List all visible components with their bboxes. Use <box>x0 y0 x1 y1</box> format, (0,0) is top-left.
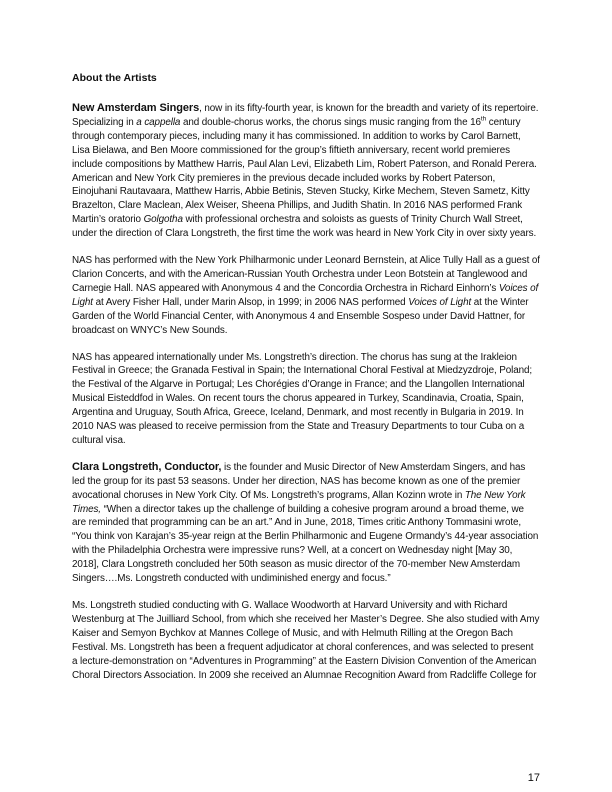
page-content <box>72 71 540 695</box>
section-heading: About the Artists <box>72 72 157 84</box>
superscript-text: th <box>480 115 487 123</box>
italic-text: Golgotha <box>143 214 183 226</box>
paragraph <box>72 351 540 448</box>
body-text: at the Winter Garden of the World Financial Center, with Anonymous 4 and Ensemble Sospeso under David Hattner, for broadcast on WNYC’s New Sounds. <box>72 296 529 336</box>
paragraphs <box>72 102 540 682</box>
body-text: and double-chorus works, the chorus sings music ranging from the 16 <box>180 116 481 128</box>
body-text: with professional orchestra and soloists as guests of Trinity Church Wall Street, under the direction of Clara Longstreth, the first time the work was heard in New York City in over sixty years. <box>72 214 537 240</box>
paragraph-lead: New Amsterdam Singers <box>72 102 200 114</box>
italic-text: Voices of Light <box>408 296 472 308</box>
paragraph <box>72 254 540 337</box>
page-number: 17 <box>527 772 540 784</box>
italic-text: The New York Times, <box>72 489 526 515</box>
paragraph <box>72 102 540 241</box>
italic-text: a cappella <box>136 116 181 128</box>
body-text: NAS has appeared internationally under Ms. Longstreth’s direction. The chorus has sung at the Irakleion Festival in Greece; the Granada Festival in Spain; the International Choral Festival at Miedzyzdroje, Poland; the Festival of the Algarve in Portugal; Les Chorégies d’Orange in France; and the Llangollen International Musical Eisteddfod in Wales. On recent tours the chorus appeared in Turkey, Scandinavia, Croatia, Spain, Argentina and Uruguay, South Africa, Greece, Iceland, Denmark, and most recently in Bulgaria in 2019. In 2010 NAS was pleased to receive permission from the State and Treasury Departments to tour Cuba on a cultural visa. <box>72 351 533 446</box>
paragraph <box>72 599 540 682</box>
body-text: , now in its fifty-fourth year, is known for the breadth and variety of its repertoire. Specializing in <box>72 103 539 128</box>
paragraph <box>72 461 540 586</box>
body-text: Ms. Longstreth studied conducting with G. Wallace Woodworth at Harvard University and with Richard Westenburg at The Juilliard School, from which she received her Master’s Degree. She also studied with Amy Kaiser and Semyon Bychkov at Mannes College of Music, and with Helmuth Rilling at the Oregon Bach Festival. Ms. Longstreth has been a frequent adjudicator at choral conferences, and was selected to present a lecture-demonstration on “Adventures in Programming” at the Eastern Division Convention of the American Choral Directors Association. In 2009 she received an Alumnae Recognition Award from Radcliffe College for <box>72 600 540 681</box>
body-text: NAS has performed with the New York Philharmonic under Leonard Bernstein, at Alice Tully Hall as a guest of Clarion Concerts, and with the American-Russian Youth Orchestra under Leon Botstein at Tanglewood and Carnegie Hall. NAS appeared with Anonymous 4 and the Concordia Orchestra in Richard Einhorn’s <box>72 255 540 294</box>
body-text: is the founder and Music Director of New Amsterdam Singers, and has led the group for its past 53 seasons. Under her direction, NAS has become known as one of the premier avocational choruses in New York City. Of Ms. Longstreth’s programs, Allan Kozinn wrote in <box>72 461 526 501</box>
paragraph-lead: Clara Longstreth, Conductor, <box>72 460 222 473</box>
body-text: at Avery Fisher Hall, under Marin Alsop, in 1999; in 2006 NAS performed <box>92 296 409 308</box>
body-text: “When a director takes up the challenge of building a cohesive program around a broad theme, we are reminded that programming can be an art.” And in June, 2018, Times critic Anthony Tommasini wrote, “You think von Karajan’s 35-year reign at the Berlin Philharmonic and Eugene Ormandy’s 44-year association with the Philadelphia Orchestra were impressive runs? Well, at a concert on Wednesday night [May 30, 2018], Clara Longstreth concluded her 50th season as music director of the 70-member New Amsterdam Singers….Ms. Longstreth conducted with undiminished energy and focus.” <box>72 503 539 585</box>
italic-text: Voices of Light <box>72 282 539 308</box>
body-text: century through contemporary pieces, including many it has commissioned. In addition to works by Carol Barnett, Lisa Bielawa, and Ben Moore commissioned for the group’s fiftieth anniversary, recent world premieres include compositions by Matthew Harris, Paul Alan Levi, Elizabeth Lim, Robert Paterson, and Ronald Perera. American and New York City premieres in the previous decade included works by Robert Paterson, Einojuhani Rautavaara, Matthew Harris, Abbie Betinis, Steven Stucky, Kirke Mechem, Steven Sametz, Kitty Brazelton, Clare Maclean, Alex Weiser, Sheena Phillips, and Judith Shatin. In 2016 NAS performed Frank Martin’s oratorio <box>72 116 537 226</box>
